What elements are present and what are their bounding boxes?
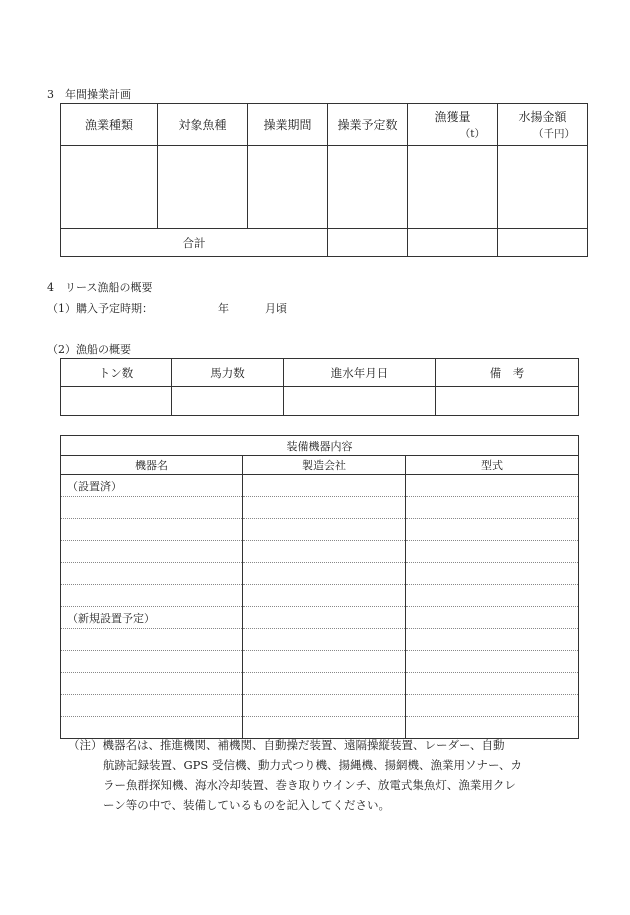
cell-target-species[interactable]: [158, 146, 248, 229]
header-tonnage: トン数: [61, 359, 172, 387]
equipment-model-cell[interactable]: [406, 563, 579, 585]
planned-section-label: （新規設置予定）: [61, 607, 243, 629]
vessel-overview-table: [60, 358, 579, 416]
equipment-model-cell[interactable]: [406, 541, 579, 563]
purchase-month-label: 月頃: [265, 302, 287, 315]
note-line: 航跡記録装置、GPS 受信機、動力式つり機、揚縄機、揚網機、漁業用ソナー、カ: [103, 758, 522, 772]
cell-tonnage[interactable]: [61, 387, 172, 416]
header-fishery-type: 漁業種類: [61, 104, 158, 146]
header-model: 型式: [406, 456, 579, 475]
purchase-period-label: （1）購入予定時期：: [47, 302, 153, 315]
equipment-name-cell[interactable]: [61, 695, 243, 717]
installed-section-label: （設置済）: [61, 475, 243, 497]
cell-operation-period[interactable]: [248, 146, 328, 229]
section3-heading: 3 年間操業計画: [47, 88, 131, 101]
equipment-model-cell[interactable]: [406, 629, 579, 651]
header-target-species: 対象魚種: [158, 104, 248, 146]
section4-heading: 4 リース漁船の概要: [47, 281, 153, 294]
catch-unit-label: （t）: [459, 128, 485, 140]
equipment-model-cell[interactable]: [406, 585, 579, 607]
header-launch-date: 進水年月日: [284, 359, 436, 387]
equipment-model-cell[interactable]: [406, 651, 579, 673]
total-planned-operations[interactable]: [328, 229, 408, 257]
header-manufacturer: 製造会社: [243, 456, 406, 475]
equipment-name-cell[interactable]: [61, 585, 243, 607]
equipment-name-cell[interactable]: [61, 519, 243, 541]
equipment-table: [60, 435, 579, 739]
cell-launch-date[interactable]: [284, 387, 436, 416]
equipment-manufacturer-cell[interactable]: [243, 497, 406, 519]
header-operation-period: 操業期間: [248, 104, 328, 146]
equipment-name-cell[interactable]: [61, 673, 243, 695]
total-landing-value[interactable]: [498, 229, 588, 257]
equipment-name-cell[interactable]: [61, 651, 243, 673]
equipment-manufacturer-cell[interactable]: [243, 475, 406, 497]
equipment-manufacturer-cell[interactable]: [243, 607, 406, 629]
equipment-model-cell[interactable]: [406, 673, 579, 695]
cell-planned-operations[interactable]: [328, 146, 408, 229]
note-line: ーン等の中で、装備しているものを記入してください。: [103, 798, 391, 812]
total-label: 合計: [61, 229, 328, 257]
cell-landing-value[interactable]: [498, 146, 588, 229]
header-horsepower: 馬力数: [172, 359, 284, 387]
catch-header-label: 漁獲量: [434, 110, 471, 124]
equipment-name-cell[interactable]: [61, 497, 243, 519]
header-landing-value: [498, 104, 588, 146]
annual-operation-plan-table: [60, 103, 588, 257]
equipment-name-cell[interactable]: [61, 563, 243, 585]
equipment-model-cell[interactable]: [406, 519, 579, 541]
header-planned-operations: 操業予定数: [328, 104, 408, 146]
equipment-model-cell[interactable]: [406, 607, 579, 629]
landing-header-label: 水揚金額: [518, 110, 567, 124]
header-equipment-name: 機器名: [61, 456, 243, 475]
header-remarks: 備 考: [436, 359, 579, 387]
equipment-model-cell[interactable]: [406, 497, 579, 519]
equipment-manufacturer-cell[interactable]: [243, 585, 406, 607]
equipment-name-cell[interactable]: [61, 629, 243, 651]
landing-unit-label: （千円）: [533, 128, 575, 140]
equipment-name-cell[interactable]: [61, 541, 243, 563]
equipment-manufacturer-cell[interactable]: [243, 651, 406, 673]
vessel-overview-label: （2）漁船の概要: [47, 343, 131, 356]
equipment-title: 装備機器内容: [61, 436, 579, 456]
equipment-model-cell[interactable]: [406, 695, 579, 717]
cell-catch-volume[interactable]: [408, 146, 498, 229]
equipment-manufacturer-cell[interactable]: [243, 563, 406, 585]
cell-remarks[interactable]: [436, 387, 579, 416]
note-line: ラー魚群探知機、海水冷却装置、巻き取りウインチ、放電式集魚灯、漁業用クレ: [103, 778, 516, 792]
equipment-note: [68, 735, 588, 815]
total-catch-volume[interactable]: [408, 229, 498, 257]
equipment-manufacturer-cell[interactable]: [243, 519, 406, 541]
equipment-manufacturer-cell[interactable]: [243, 541, 406, 563]
equipment-model-cell[interactable]: [406, 475, 579, 497]
cell-horsepower[interactable]: [172, 387, 284, 416]
header-catch-volume: [408, 104, 498, 146]
note-line: （注）機器名は、推進機関、補機関、自動操だ装置、遠隔操縦装置、レーダー、自動: [68, 738, 505, 752]
cell-fishery-type[interactable]: [61, 146, 158, 229]
purchase-year-label: 年: [218, 302, 229, 315]
equipment-manufacturer-cell[interactable]: [243, 629, 406, 651]
equipment-manufacturer-cell[interactable]: [243, 695, 406, 717]
equipment-manufacturer-cell[interactable]: [243, 673, 406, 695]
